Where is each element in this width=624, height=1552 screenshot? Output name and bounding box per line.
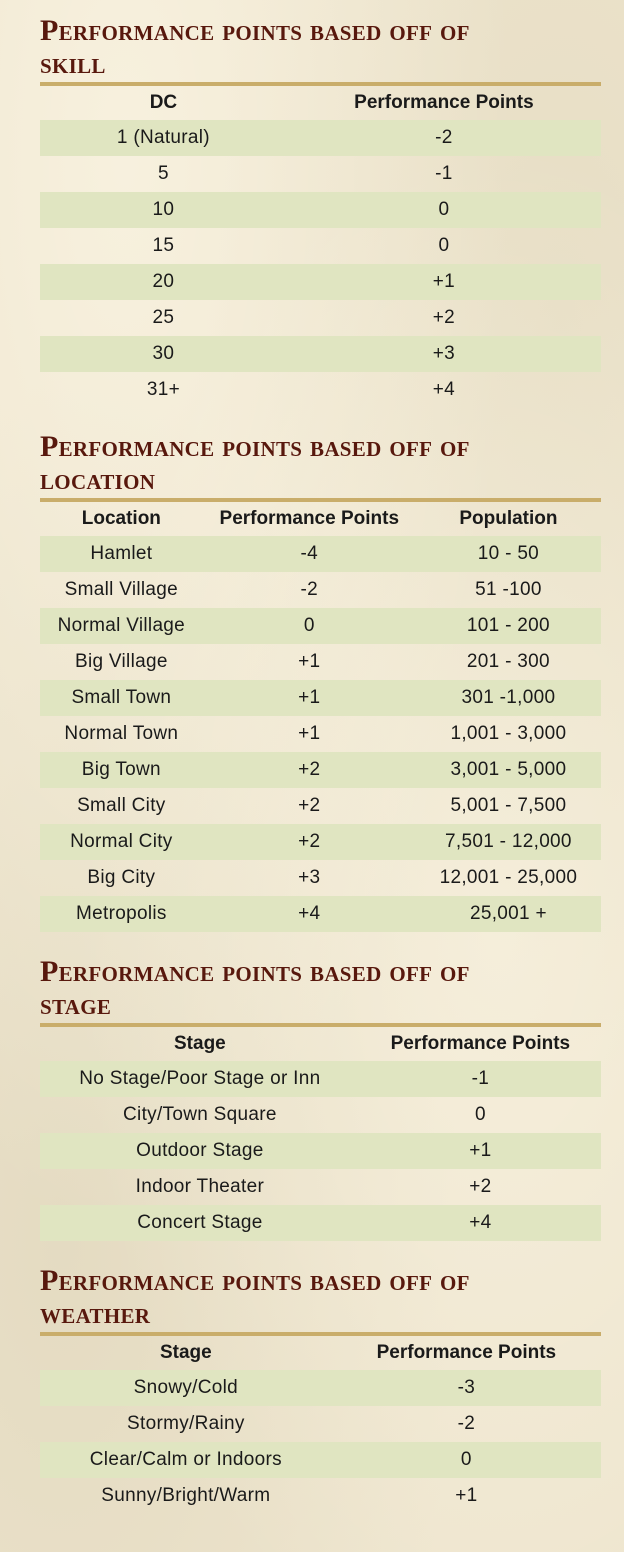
table-row [40, 752, 601, 788]
skill-table [40, 86, 601, 408]
location-table [40, 502, 601, 932]
table-cell: +1 [298, 651, 321, 672]
table-cell: -3 [332, 1370, 601, 1406]
column-header: Stage [159, 1342, 212, 1363]
table-cell: -1 [435, 163, 453, 184]
table-cell: Small City [77, 795, 166, 816]
table-cell: 30 [40, 336, 287, 372]
table-row [40, 1097, 601, 1133]
table-cell: 15 [152, 235, 175, 256]
table-row [40, 1442, 601, 1478]
table-row [40, 788, 601, 824]
location-heading-line1: Performance points based off of [40, 430, 470, 463]
table-header-row [40, 1027, 601, 1061]
table-cell: 301 -1,000 [416, 680, 601, 716]
table-cell: +1 [455, 1485, 478, 1506]
table-cell: +2 [432, 307, 456, 328]
column-header: Location [81, 508, 161, 529]
table-cell: -2 [287, 120, 601, 156]
table-cell: 5,001 - 7,500 [450, 795, 567, 816]
table-cell: 1 (Natural) [40, 120, 287, 156]
table-header-row [40, 502, 601, 536]
table-cell: 5 [157, 163, 169, 184]
table-row [40, 372, 601, 408]
table-cell: 12,001 - 25,000 [439, 867, 578, 888]
table-cell: 0 [203, 608, 416, 644]
table-cell: +2 [298, 795, 321, 816]
skill-section [40, 14, 601, 408]
weather-table [40, 1336, 601, 1514]
table-cell: 201 - 300 [466, 651, 550, 672]
skill-heading-line1: Performance points based off of [40, 14, 470, 47]
table-cell: Small Town [40, 680, 203, 716]
table-row [40, 156, 601, 192]
table-cell: +4 [432, 379, 456, 400]
table-cell: 20 [40, 264, 287, 300]
table-row [40, 1406, 601, 1442]
table-row [40, 336, 601, 372]
table-cell: 0 [287, 192, 601, 228]
table-cell: Hamlet [40, 536, 203, 572]
column-header: Population [459, 508, 558, 529]
table-cell: +2 [203, 824, 416, 860]
table-cell: +1 [360, 1133, 601, 1169]
table-row [40, 1478, 601, 1514]
table-cell: Big Town [40, 752, 203, 788]
table-cell: -2 [457, 1413, 476, 1434]
table-cell: Outdoor Stage [40, 1133, 360, 1169]
table-row [40, 192, 601, 228]
table-cell: 3,001 - 5,000 [416, 752, 601, 788]
table-row [40, 228, 601, 264]
table-row [40, 896, 601, 932]
table-cell: No Stage/Poor Stage or Inn [40, 1061, 360, 1097]
table-cell: +3 [298, 867, 321, 888]
table-cell: Big Village [74, 651, 168, 672]
table-row [40, 1133, 601, 1169]
table-row [40, 300, 601, 336]
table-cell: Metropolis [40, 896, 203, 932]
table-cell: +1 [287, 264, 601, 300]
skill-heading [40, 14, 601, 86]
table-cell: 0 [438, 235, 450, 256]
table-row [40, 572, 601, 608]
weather-heading-line2: weather [40, 1297, 151, 1330]
skill-heading-line2: skill [40, 47, 106, 80]
location-heading-line2: location [40, 463, 156, 496]
table-cell: +2 [203, 752, 416, 788]
table-cell: +2 [469, 1176, 492, 1197]
table-cell: Sunny/Bright/Warm [101, 1485, 271, 1506]
table-row [40, 1205, 601, 1241]
column-header: Stage [174, 1033, 226, 1054]
location-heading [40, 430, 601, 502]
table-cell: 1,001 - 3,000 [450, 723, 567, 744]
table-header-row [40, 1336, 601, 1370]
table-header-row [40, 86, 601, 120]
table-cell: 31+ [146, 379, 180, 400]
stage-table [40, 1027, 601, 1241]
table-cell: City/Town Square [123, 1104, 277, 1125]
table-row [40, 264, 601, 300]
location-section [40, 430, 601, 932]
table-cell: +1 [203, 680, 416, 716]
column-header: DC [149, 92, 178, 113]
table-cell: 25 [152, 307, 175, 328]
table-cell: Normal Village [40, 608, 203, 644]
table-cell: 101 - 200 [416, 608, 601, 644]
table-row [40, 536, 601, 572]
table-row [40, 716, 601, 752]
table-cell: +4 [203, 896, 416, 932]
table-row [40, 120, 601, 156]
table-cell: +4 [360, 1205, 601, 1241]
table-row [40, 824, 601, 860]
table-cell: 51 -100 [475, 579, 542, 600]
table-cell: Clear/Calm or Indoors [40, 1442, 332, 1478]
table-cell: 25,001 + [416, 896, 601, 932]
table-cell: Concert Stage [40, 1205, 360, 1241]
table-row [40, 608, 601, 644]
column-header: Performance Points [219, 508, 400, 529]
table-cell: +3 [287, 336, 601, 372]
table-row [40, 860, 601, 896]
stage-heading-line2: stage [40, 988, 112, 1021]
table-cell: -1 [360, 1061, 601, 1097]
table-cell: 0 [332, 1442, 601, 1478]
table-cell: Normal Town [64, 723, 179, 744]
column-header: Performance Points [354, 92, 534, 113]
stage-heading [40, 955, 601, 1027]
table-cell: -2 [300, 579, 319, 600]
table-row [40, 644, 601, 680]
stage-section [40, 955, 601, 1241]
weather-heading [40, 1264, 601, 1336]
table-cell: -4 [203, 536, 416, 572]
table-cell: Stormy/Rainy [127, 1413, 245, 1434]
table-cell: Small Village [64, 579, 179, 600]
stage-heading-line1: Performance points based off of [40, 955, 470, 988]
table-cell: 10 - 50 [416, 536, 601, 572]
table-cell: 10 [40, 192, 287, 228]
table-cell: Indoor Theater [135, 1176, 265, 1197]
table-row [40, 1370, 601, 1406]
table-cell: Normal City [40, 824, 203, 860]
weather-heading-line1: Performance points based off of [40, 1264, 470, 1297]
table-cell: 0 [474, 1104, 486, 1125]
table-cell: +1 [298, 723, 321, 744]
table-cell: Big City [87, 867, 156, 888]
table-cell: Snowy/Cold [40, 1370, 332, 1406]
table-row [40, 1169, 601, 1205]
table-row [40, 1061, 601, 1097]
column-header: Performance Points [390, 1033, 571, 1054]
table-row [40, 680, 601, 716]
column-header: Performance Points [376, 1342, 557, 1363]
weather-section [40, 1264, 601, 1514]
table-cell: 7,501 - 12,000 [416, 824, 601, 860]
